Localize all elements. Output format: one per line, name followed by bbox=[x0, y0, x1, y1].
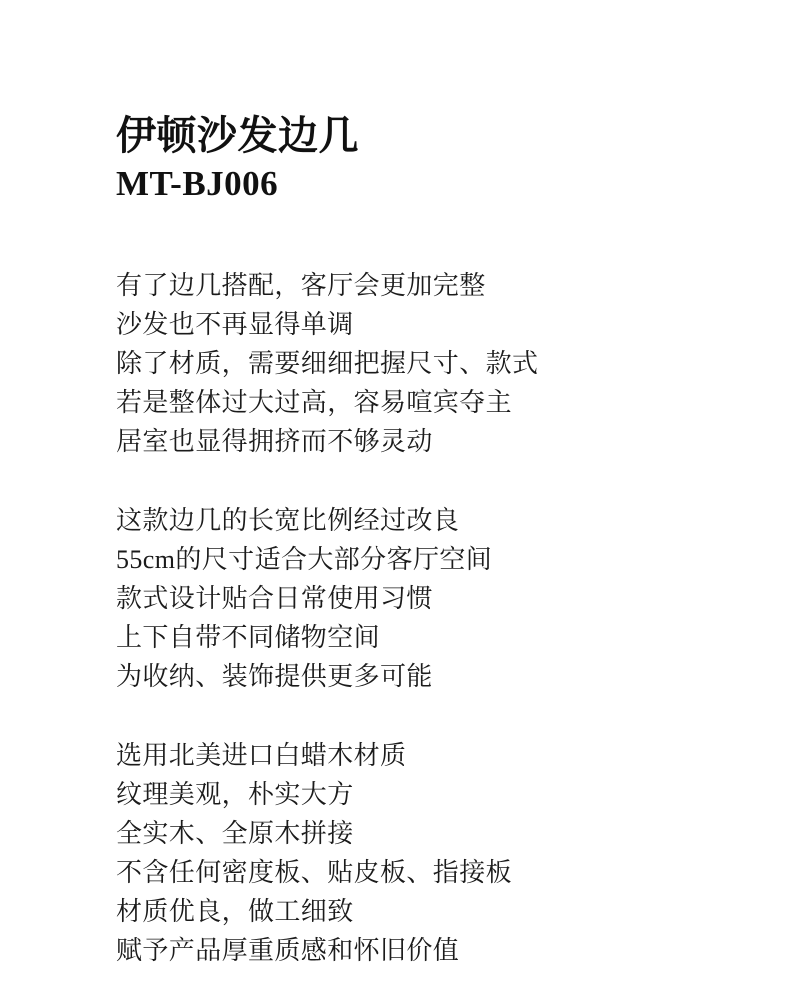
paragraph-line: 纹理美观，朴实大方 bbox=[116, 780, 354, 810]
paragraph-line: 全实木、全原木拼接 bbox=[116, 819, 354, 849]
product-code: MT-BJ006 bbox=[116, 164, 279, 204]
paragraph-line: 不含任何密度板、贴皮板、指接板 bbox=[116, 858, 513, 888]
paragraph-2 bbox=[116, 501, 716, 696]
paragraph-line: 选用北美进口白蜡木材质 bbox=[116, 741, 407, 771]
paragraph-line: 有了边几搭配，客厅会更加完整 bbox=[116, 271, 486, 301]
paragraph-line: 沙发也不再显得单调 bbox=[116, 310, 354, 340]
paragraph-line: 居室也显得拥挤而不够灵动 bbox=[116, 427, 433, 457]
paragraph-1 bbox=[116, 266, 716, 461]
paragraph-line: 55cm的尺寸适合大部分客厅空间 bbox=[116, 545, 493, 575]
paragraph-line: 材质优良，做工细致 bbox=[116, 897, 354, 927]
page-title: 伊顿沙发边几 bbox=[116, 113, 359, 158]
paragraph-line: 若是整体过大过高，容易喧宾夺主 bbox=[116, 388, 513, 418]
document-content bbox=[116, 112, 716, 970]
paragraph-line: 除了材质，需要细细把握尺寸、款式 bbox=[116, 349, 539, 379]
paragraph-3 bbox=[116, 736, 716, 970]
paragraph-line: 上下自带不同储物空间 bbox=[116, 623, 381, 653]
paragraph-line: 为收纳、装饰提供更多可能 bbox=[116, 662, 433, 692]
paragraph-line: 款式设计贴合日常使用习惯 bbox=[116, 584, 433, 614]
paragraph-line: 这款边几的长宽比例经过改良 bbox=[116, 506, 460, 536]
paragraph-line: 赋予产品厚重质感和怀旧价值 bbox=[116, 936, 460, 966]
title-block bbox=[116, 112, 716, 204]
